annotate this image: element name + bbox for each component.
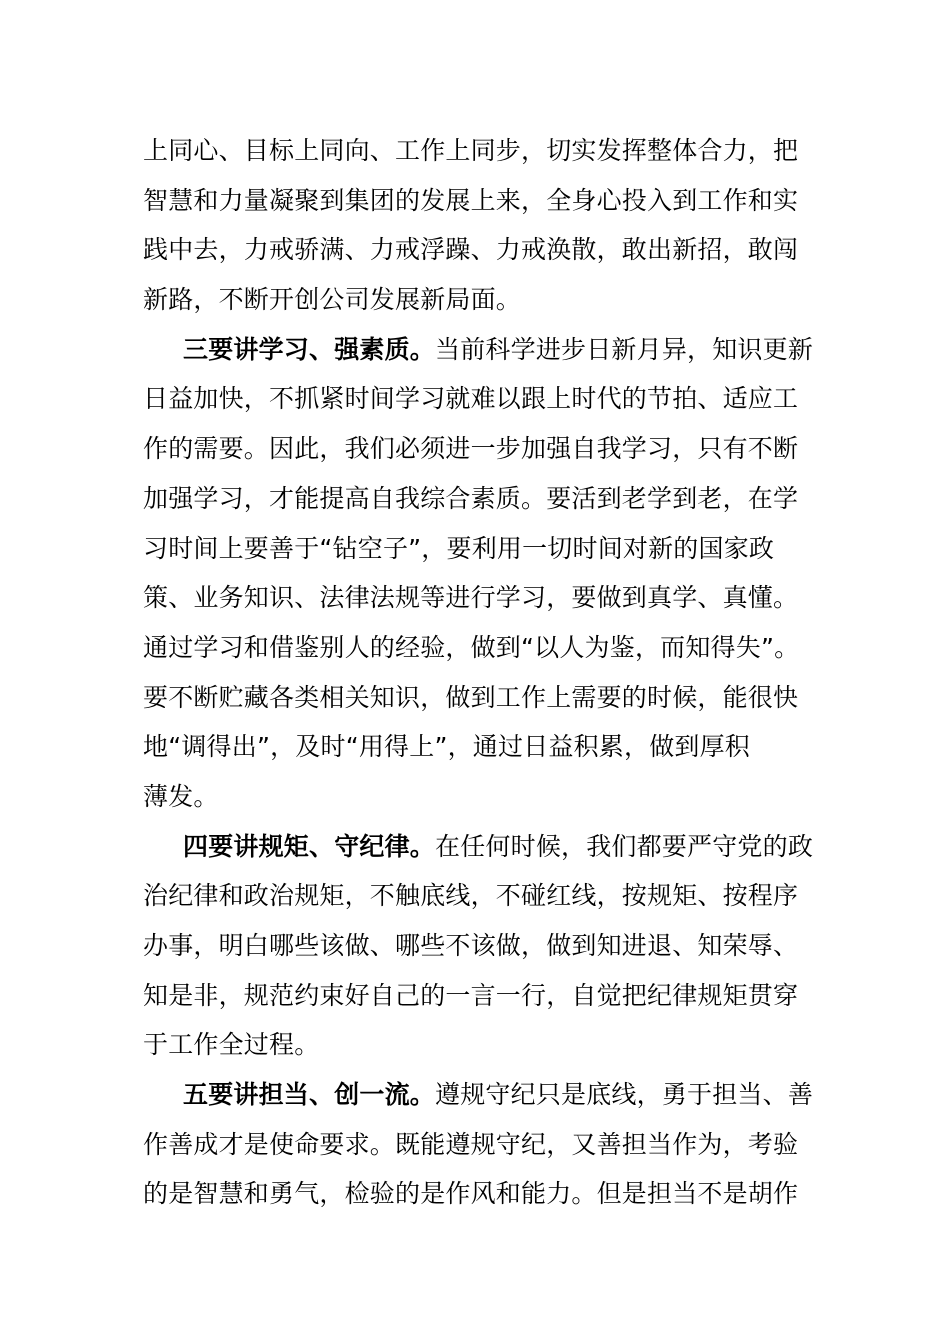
text-line: 习时间上要善于“钻空子”，要利用一切时间对新的国家政 bbox=[143, 533, 775, 563]
text-line: 于工作全过程。 bbox=[143, 1030, 320, 1060]
text-line: 践中去，力戒骄满、力戒浮躁、力戒涣散，敢出新招，敢闯 bbox=[143, 235, 799, 265]
text-line bbox=[143, 822, 813, 872]
text-run: 当前科学进步日新月异，知识更新 bbox=[435, 334, 814, 364]
text-line: 新路，不断开创公司发展新局面。 bbox=[143, 285, 522, 315]
text-run: 遵规守纪只是底线，勇于担当、善 bbox=[435, 1080, 814, 1110]
paragraph-study bbox=[143, 325, 813, 822]
paragraph-heading: 三要讲学习、强素质。 bbox=[183, 334, 436, 364]
paragraph-discipline bbox=[143, 822, 813, 1070]
text-line: 作善成才是使命要求。既能遵规守纪，又善担当作为，考验 bbox=[143, 1129, 799, 1159]
text-line: 治纪律和政治规矩，不触底线，不碰红线，按规矩、按程序 bbox=[143, 881, 799, 911]
text-line: 作的需要。因此，我们必须进一步加强自我学习，只有不断 bbox=[143, 434, 799, 464]
text-line bbox=[143, 1070, 813, 1120]
paragraph-heading: 四要讲规矩、守纪律。 bbox=[183, 831, 436, 861]
text-line: 地“调得出”，及时“用得上”，通过日益积累，做到厚积 bbox=[143, 732, 751, 762]
paragraph-continuation bbox=[143, 126, 813, 325]
text-line bbox=[143, 325, 813, 375]
text-line: 智慧和力量凝聚到集团的发展上来，全身心投入到工作和实 bbox=[143, 185, 799, 215]
text-line: 上同心、目标上同向、工作上同步，切实发挥整体合力，把 bbox=[143, 136, 799, 165]
text-line: 办事，明白哪些该做、哪些不该做，做到知进退、知荣辱、 bbox=[143, 931, 799, 960]
text-line: 日益加快，不抓紧时间学习就难以跟上时代的节拍、适应工 bbox=[143, 384, 799, 414]
text-line: 加强学习，才能提高自我综合素质。要活到老学到老，在学 bbox=[143, 483, 799, 513]
text-line: 通过学习和借鉴别人的经验，做到“以人为鉴，而知得失”。 bbox=[143, 632, 800, 662]
text-line: 知是非，规范约束好自己的一言一行，自觉把纪律规矩贯穿 bbox=[143, 980, 799, 1010]
paragraph-heading: 五要讲担当、创一流。 bbox=[183, 1080, 436, 1110]
text-line: 要不断贮藏各类相关知识，做到工作上需要的时候，能很快 bbox=[143, 682, 799, 712]
text-line: 策、业务知识、法律法规等进行学习，要做到真学、真懂。 bbox=[143, 583, 799, 613]
text-line: 薄发。 bbox=[143, 781, 219, 811]
text-run: 在任何时候，我们都要严守党的政 bbox=[435, 831, 814, 861]
document-body bbox=[143, 126, 813, 1219]
text-line: 的是智慧和勇气，检验的是作风和能力。但是担当不是胡作 bbox=[143, 1179, 799, 1209]
paragraph-responsibility bbox=[143, 1070, 813, 1219]
